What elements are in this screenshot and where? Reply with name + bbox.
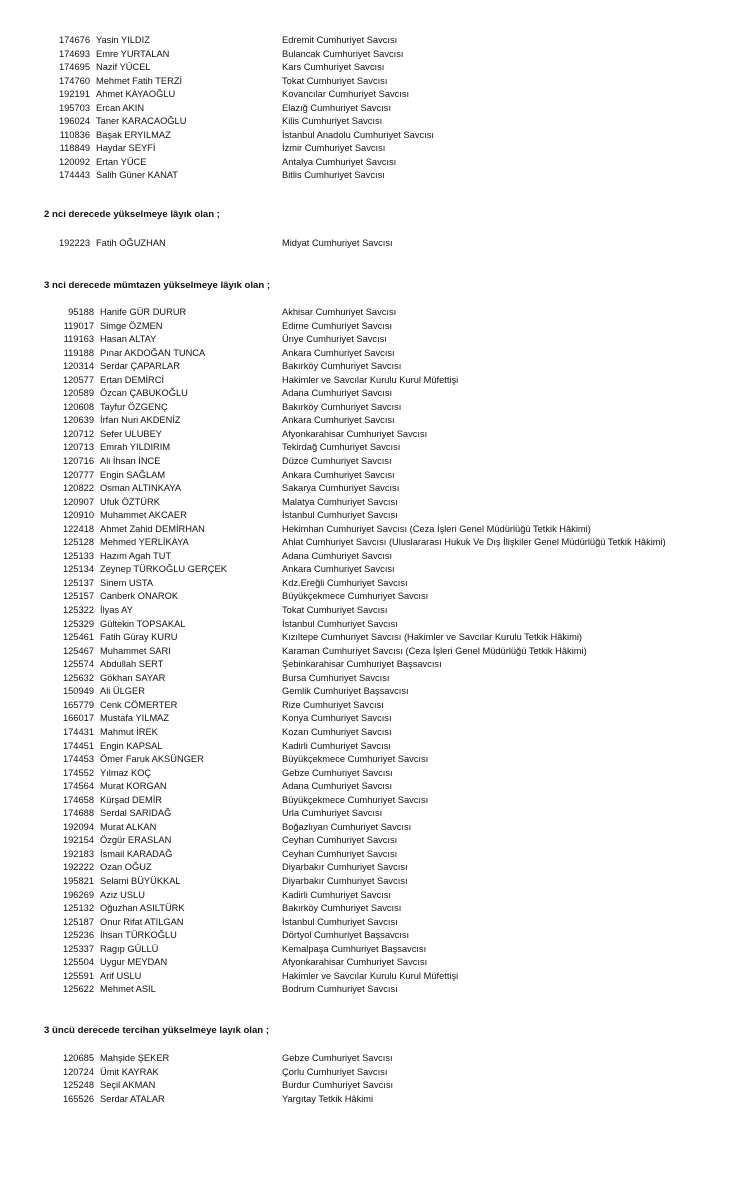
person-name: Hazım Agah TUT [100, 550, 172, 561]
person-name: Ahmet KAYAOĞLU [96, 89, 176, 100]
office-title: Gebze Cumhuriyet Savcısı [282, 1053, 393, 1063]
office-title: Ünye Cumhuriyet Savcısı [282, 334, 387, 345]
person-name: Ali İhsan İNCE [100, 456, 161, 467]
registry-number: 174564 [62, 781, 94, 792]
registry-number: 119017 [63, 320, 94, 331]
registry-number: 174552 [62, 767, 94, 778]
office-title: Kadirli Cumhuriyet Savcısı [282, 740, 392, 751]
registry-number: 174760 [58, 75, 90, 86]
person-name: Selami BÜYÜKKAL [100, 875, 181, 886]
registry-number: 192191 [58, 89, 90, 100]
list-top [0, 34, 746, 183]
person-name: Ali ÜLGER [100, 686, 145, 697]
list-item [0, 807, 746, 821]
list-item [0, 1093, 746, 1107]
registry-number: 150949 [62, 686, 94, 697]
list-item [0, 169, 746, 183]
registry-number: 125632 [62, 672, 94, 683]
office-title: Kovancılar Cumhuriyet Savcısı [282, 89, 410, 100]
registry-number: 165526 [62, 1093, 94, 1104]
person-name: Özgür ERASLAN [100, 835, 172, 846]
registry-number: 192154 [62, 835, 94, 846]
registry-number: 174451 [62, 740, 94, 751]
list-item [0, 672, 746, 686]
office-title: Ankara Cumhuriyet Savcısı [282, 564, 395, 575]
list-item [0, 753, 746, 767]
registry-number: 125322 [62, 605, 94, 616]
registry-number: 125128 [62, 537, 94, 548]
list-item [0, 142, 746, 156]
office-title: Düzce Cumhuriyet Savcısı [282, 456, 392, 467]
person-name: İsmail KARADAĞ [100, 848, 173, 859]
person-name: Ercan AKIN [96, 102, 145, 113]
office-title: Karaman Cumhuriyet Savcısı (Ceza İşleri Genel Müdürlüğü Tetkik Hâkimi) [282, 645, 587, 656]
person-name: Yılmaz KOÇ [100, 767, 152, 778]
office-title: İstanbul Cumhuriyet Savcısı [282, 510, 398, 521]
registry-number: 125461 [62, 632, 94, 643]
list-item [0, 1052, 746, 1066]
registry-number: 195703 [58, 102, 90, 113]
person-name: Hanife GÜR DURUR [100, 307, 187, 317]
person-name: Seçil AKMAN [100, 1080, 156, 1091]
person-name: Mehmed YERLİKAYA [100, 537, 189, 548]
office-title: Kdz.Ereğli Cumhuriyet Savcısı [282, 577, 408, 588]
registry-number: 119163 [63, 334, 94, 345]
person-name: Osman ALTINKAYA [100, 483, 182, 494]
list-item [0, 712, 746, 726]
office-title: Kozan Cumhuriyet Savcısı [282, 726, 392, 737]
list-item [0, 469, 746, 483]
office-title: Edremit Cumhuriyet Savcısı [282, 35, 398, 45]
office-title: Yargıtay Tetkik Hâkimi [282, 1093, 374, 1104]
list-item [0, 794, 746, 808]
list-item [0, 970, 746, 984]
office-title: Ankara Cumhuriyet Savcısı [282, 347, 395, 358]
registry-number: 122418 [62, 523, 94, 534]
office-title: Boğazlıyan Cumhuriyet Savcısı [282, 821, 412, 832]
person-name: Ertan DEMİRCİ [100, 374, 165, 385]
list-item [0, 861, 746, 875]
list-item [0, 699, 746, 713]
person-name: Gültekin TOPSAKAL [100, 618, 186, 629]
office-title: Rize Cumhuriyet Savcısı [282, 699, 384, 710]
office-title: Bitlis Cumhuriyet Savcısı [282, 170, 385, 181]
registry-number: 125574 [62, 659, 94, 670]
list-item [0, 536, 746, 550]
heading-3ncu-derece-mumtazen: 3 nci derecede mümtazen yükselmeye lâyık olan ; [44, 280, 271, 291]
registry-number: 120092 [58, 156, 90, 167]
person-name: İrfan Nuri AKDENİZ [100, 415, 181, 426]
registry-number: 125591 [62, 970, 94, 981]
registry-number: 165779 [62, 699, 94, 710]
list-item [0, 441, 746, 455]
person-name: Ahmet Zahid DEMİRHAN [100, 523, 205, 534]
person-name: Abdullah SERT [100, 659, 164, 670]
list-item [0, 509, 746, 523]
list-item [0, 916, 746, 930]
person-name: Ufuk ÖZTÜRK [100, 496, 160, 507]
office-title: İstanbul Anadolu Cumhuriyet Savcısı [282, 129, 434, 140]
list-item [0, 374, 746, 388]
list-item [0, 577, 746, 591]
office-title: Gemlik Cumhuriyet Başsavcısı [282, 686, 409, 697]
registry-number: 95188 [68, 307, 94, 317]
list-item [0, 88, 746, 102]
person-name: Pınar AKDOĞAN TUNCA [100, 347, 206, 358]
list-item [0, 102, 746, 116]
office-title: Ceyhan Cumhuriyet Savcısı [282, 835, 398, 846]
registry-number: 125467 [62, 645, 94, 656]
office-title: İzmir Cumhuriyet Savcısı [282, 143, 386, 154]
list-item [0, 496, 746, 510]
registry-number: 192094 [62, 821, 94, 832]
registry-number: 120716 [62, 456, 94, 467]
registry-number: 120577 [62, 374, 94, 385]
list-item [0, 34, 746, 48]
office-title: Bursa Cumhuriyet Savcısı [282, 672, 390, 683]
person-name: Cenk CÖMERTER [100, 699, 178, 710]
registry-number: 120712 [62, 428, 94, 439]
registry-number: 196269 [62, 889, 94, 900]
registry-number: 118849 [59, 143, 90, 154]
person-name: Taner KARACAOĞLU [96, 116, 187, 127]
person-name: Mahşide ŞEKER [100, 1053, 170, 1063]
list-item [0, 320, 746, 334]
registry-number: 119188 [63, 347, 94, 358]
office-title: Ankara Cumhuriyet Savcısı [282, 469, 395, 480]
list-item [0, 631, 746, 645]
list-item [0, 401, 746, 415]
registry-number: 125157 [62, 591, 94, 602]
person-name: Ümit KAYRAK [100, 1066, 159, 1077]
list-2nci-derece [0, 237, 746, 251]
list-item [0, 645, 746, 659]
list-item [0, 48, 746, 62]
list-item [0, 590, 746, 604]
office-title: Kadirli Cumhuriyet Savcısı [282, 889, 392, 900]
office-title: Bakırköy Cumhuriyet Savcısı [282, 361, 402, 372]
list-item [0, 1066, 746, 1080]
registry-number: 125622 [62, 984, 94, 995]
person-name: Mehmet ASIL [100, 984, 156, 995]
list-item [0, 523, 746, 537]
office-title: Edirne Cumhuriyet Savcısı [282, 320, 393, 331]
office-title: Diyarbakır Cumhuriyet Savcısı [282, 862, 408, 873]
office-title: Adana Cumhuriyet Savcısı [282, 550, 393, 561]
person-name: Murat KORGAN [100, 781, 167, 792]
list-item [0, 360, 746, 374]
person-name: Nazif YÜCEL [96, 62, 151, 73]
registry-number: 120639 [62, 415, 94, 426]
registry-number: 166017 [62, 713, 94, 724]
list-item [0, 61, 746, 75]
person-name: Oğuzhan ASILTÜRK [100, 903, 185, 914]
list-item [0, 604, 746, 618]
registry-number: 174431 [62, 726, 94, 737]
list-item [0, 983, 746, 997]
person-name: Muhammet SARI [100, 645, 171, 656]
person-name: Mahmut İREK [100, 726, 158, 737]
person-name: Zeynep TÜRKOĞLU GERÇEK [100, 564, 227, 575]
office-title: Antalya Cumhuriyet Savcısı [282, 156, 397, 167]
registry-number: 174676 [58, 35, 90, 45]
list-item [0, 550, 746, 564]
person-name: Haydar SEYFİ [96, 143, 156, 154]
list-item [0, 618, 746, 632]
person-name: Engin KAPSAL [100, 740, 163, 751]
list-item [0, 875, 746, 889]
person-name: Özcan ÇABUKOĞLU [100, 388, 188, 399]
person-name: Canberk ONAROK [100, 591, 179, 602]
registry-number: 120907 [62, 496, 94, 507]
office-title: Afyonkarahisar Cumhuriyet Savcısı [282, 428, 428, 439]
list-item [0, 740, 746, 754]
person-name: Sefer ULUBEY [100, 428, 163, 439]
list-item [0, 780, 746, 794]
registry-number: 120713 [62, 442, 94, 453]
office-title: Ahlat Cumhuriyet Savcısı (Uluslararası Hukuk Ve Dış İlişkiler Genel Müdürlüğü Tetkik Hâkimi) [282, 537, 666, 548]
list-item [0, 387, 746, 401]
office-title: Tokat Cumhuriyet Savcısı [282, 605, 388, 616]
office-title: Akhisar Cumhuriyet Savcısı [282, 307, 397, 317]
list-item [0, 156, 746, 170]
office-title: Büyükçekmece Cumhuriyet Savcısı [282, 794, 429, 805]
office-title: Kızıltepe Cumhuriyet Savcısı (Hakimler ve Savcılar Kurulu Tetkik Hâkimi) [282, 632, 583, 643]
registry-number: 174693 [58, 48, 90, 59]
registry-number: 120777 [62, 469, 94, 480]
office-title: Kars Cumhuriyet Savcısı [282, 62, 385, 73]
person-name: Fatih OĞUZHAN [96, 238, 166, 248]
list-item [0, 658, 746, 672]
list-item [0, 333, 746, 347]
office-title: Ankara Cumhuriyet Savcısı [282, 415, 395, 426]
list-item [0, 943, 746, 957]
office-title: Hakimler ve Savcılar Kurulu Kurul Müfettişi [282, 970, 459, 981]
person-name: Ömer Faruk AKSÜNGER [100, 754, 204, 765]
registry-number: 120910 [62, 510, 94, 521]
office-title: Kilis Cumhuriyet Savcısı [282, 116, 383, 127]
office-title: Tekirdağ Cumhuriyet Savcısı [282, 442, 401, 453]
person-name: Emrah YILDIRIM [100, 442, 171, 453]
office-title: Diyarbakır Cumhuriyet Savcısı [282, 875, 408, 886]
registry-number: 174443 [58, 170, 90, 181]
person-name: Ragıp GÜLLÜ [100, 943, 159, 954]
registry-number: 120314 [62, 361, 94, 372]
person-name: Gökhan SAYAR [100, 672, 166, 683]
office-title: Hekimhan Cumhuriyet Savcısı (Ceza İşleri Genel Müdürlüğü Tetkik Hâkimi) [282, 523, 591, 534]
registry-number: 120822 [62, 483, 94, 494]
list-item [0, 834, 746, 848]
office-title: Gebze Cumhuriyet Savcısı [282, 767, 393, 778]
list-item [0, 889, 746, 903]
registry-number: 174658 [62, 794, 94, 805]
list-item [0, 956, 746, 970]
list-item [0, 115, 746, 129]
office-title: Burdur Cumhuriyet Savcısı [282, 1080, 394, 1091]
person-name: Emre YURTALAN [96, 48, 170, 59]
list-3ncu-derece-mumtazen [0, 306, 746, 997]
office-title: Ceyhan Cumhuriyet Savcısı [282, 848, 398, 859]
person-name: Engin SAĞLAM [100, 469, 166, 480]
registry-number: 125137 [62, 577, 94, 588]
office-title: Malatya Cumhuriyet Savcısı [282, 496, 398, 507]
person-name: Arif USLU [100, 970, 142, 981]
person-name: Murat ALKAN [100, 821, 157, 832]
registry-number: 192183 [62, 848, 94, 859]
registry-number: 125134 [62, 564, 94, 575]
office-title: Konya Cumhuriyet Savcısı [282, 713, 392, 724]
person-name: İlyas AY [100, 605, 133, 616]
registry-number: 120685 [62, 1053, 94, 1063]
list-item [0, 129, 746, 143]
registry-number: 125132 [62, 903, 94, 914]
person-name: Serdal SARIDAĞ [100, 808, 172, 819]
list-item [0, 929, 746, 943]
office-title: Bodrum Cumhuriyet Savcısı [282, 984, 398, 995]
registry-number: 195821 [62, 875, 94, 886]
person-name: İhsan TÜRKOĞLU [100, 930, 177, 941]
person-name: Ozan OĞUZ [100, 862, 152, 873]
list-item [0, 428, 746, 442]
office-title: Büyükçekmece Cumhuriyet Savcısı [282, 591, 429, 602]
registry-number: 120589 [62, 388, 94, 399]
heading-3uncu-derece-tercihan: 3 üncü derecede tercihan yükselmeye layık olan ; [44, 1025, 270, 1036]
registry-number: 125504 [62, 957, 94, 968]
list-item [0, 1079, 746, 1093]
registry-number: 125337 [62, 943, 94, 954]
registry-number: 192223 [58, 238, 90, 248]
list-item [0, 455, 746, 469]
person-name: Mustafa YILMAZ [100, 713, 170, 724]
heading-2nci-derece: 2 nci derecede yükselmeye lâyık olan ; [44, 209, 220, 220]
registry-number: 196024 [58, 116, 90, 127]
office-title: İstanbul Cumhuriyet Savcısı [282, 618, 398, 629]
list-item [0, 414, 746, 428]
list-item [0, 726, 746, 740]
person-name: Mehmet Fatih TERZİ [96, 75, 183, 86]
registry-number: 125329 [62, 618, 94, 629]
list-item [0, 902, 746, 916]
person-name: Serdar ÇAPARLAR [100, 361, 180, 372]
person-name: Sinem USTA [100, 577, 154, 588]
registry-number: 125248 [62, 1080, 94, 1091]
registry-number: 174695 [58, 62, 90, 73]
registry-number: 174453 [62, 754, 94, 765]
person-name: Aziz USLU [100, 889, 145, 900]
office-title: Bakırköy Cumhuriyet Savcısı [282, 903, 402, 914]
list-3uncu-derece-tercihan [0, 1052, 746, 1106]
person-name: Onur Rifat ATILGAN [100, 916, 184, 927]
registry-number: 125133 [62, 550, 94, 561]
office-title: Bulancak Cumhuriyet Savcısı [282, 48, 404, 59]
office-title: Çorlu Cumhuriyet Savcısı [282, 1066, 388, 1077]
office-title: Şebinkarahisar Cumhuriyet Başsavcısı [282, 659, 442, 670]
office-title: Kemalpaşa Cumhuriyet Başsavcısı [282, 943, 427, 954]
office-title: Tokat Cumhuriyet Savcısı [282, 75, 388, 86]
list-item [0, 237, 746, 251]
list-item [0, 347, 746, 361]
person-name: Yasin YILDIZ [96, 35, 150, 45]
list-item [0, 482, 746, 496]
office-title: Adana Cumhuriyet Savcısı [282, 388, 393, 399]
office-title: Dörtyol Cumhuriyet Başsavcısı [282, 930, 410, 941]
person-name: Başak ERYILMAZ [96, 129, 171, 140]
office-title: Afyonkarahisar Cumhuriyet Savcısı [282, 957, 428, 968]
registry-number: 174688 [62, 808, 94, 819]
registry-number: 120724 [62, 1066, 94, 1077]
office-title: Urla Cumhuriyet Savcısı [282, 808, 383, 819]
person-name: Hasan ALTAY [100, 334, 157, 345]
list-item [0, 685, 746, 699]
office-title: Hakimler ve Savcılar Kurulu Kurul Müfettişi [282, 374, 459, 385]
person-name: Salih Güner KANAT [96, 170, 178, 181]
person-name: Kürşad DEMİR [100, 794, 162, 805]
person-name: Muhammet AKCAER [100, 510, 187, 521]
person-name: Tayfur ÖZGENÇ [100, 401, 168, 412]
registry-number: 110836 [59, 129, 90, 140]
person-name: Ertan YÜCE [96, 156, 147, 167]
list-item [0, 563, 746, 577]
registry-number: 120608 [62, 401, 94, 412]
list-item [0, 821, 746, 835]
office-title: Elazığ Cumhuriyet Savcısı [282, 102, 392, 113]
person-name: Simge ÖZMEN [100, 320, 163, 331]
office-title: İstanbul Cumhuriyet Savcısı [282, 916, 398, 927]
registry-number: 192222 [62, 862, 94, 873]
office-title: Midyat Cumhuriyet Savcısı [282, 238, 393, 248]
person-name: Fatih Güray KURU [100, 632, 178, 643]
list-item [0, 75, 746, 89]
person-name: Serdar ATALAR [100, 1093, 165, 1104]
office-title: Bakırköy Cumhuriyet Savcısı [282, 401, 402, 412]
registry-number: 125236 [62, 930, 94, 941]
list-item [0, 767, 746, 781]
list-item [0, 306, 746, 320]
person-name: Uygur MEYDAN [100, 957, 168, 968]
office-title: Sakarya Cumhuriyet Savcısı [282, 483, 400, 494]
registry-number: 125187 [62, 916, 94, 927]
office-title: Adana Cumhuriyet Savcısı [282, 781, 393, 792]
list-item [0, 848, 746, 862]
office-title: Büyükçekmece Cumhuriyet Savcısı [282, 754, 429, 765]
